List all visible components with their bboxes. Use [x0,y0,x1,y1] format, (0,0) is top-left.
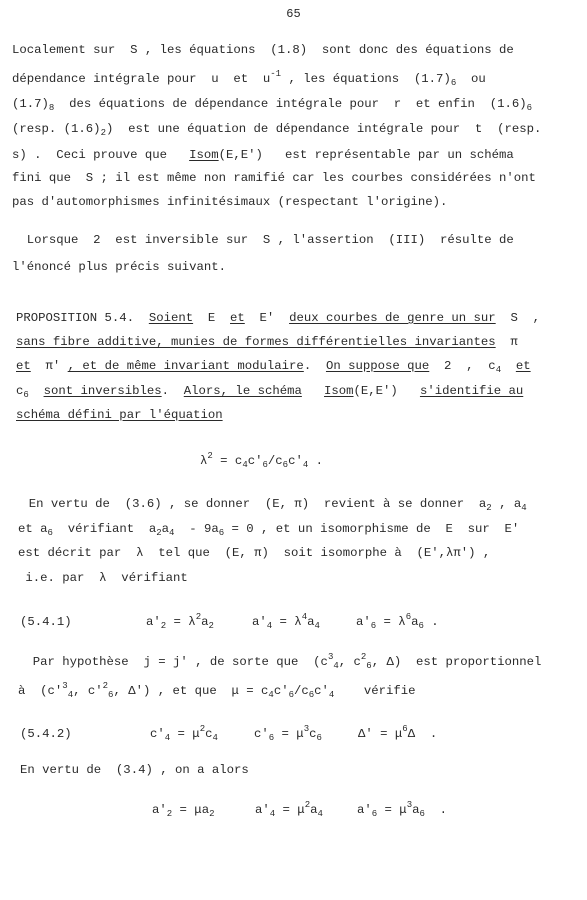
eq-5-4-1-term2: $a'_4 = \lambda^4a_4$ [252,612,320,631]
p1-line2: dépendance intégrale pour u et $u^{-1}$ , les équations $(1.7)_6$ ou [12,69,486,88]
p1-line6: fini que S ; il est même non ramifié car les courbes considérées n'ont [12,171,536,185]
p2-line2: l'énoncé plus précis suivant. [12,260,227,274]
p1-line3: $(1.7)_8$ des équations de dépendance intégrale pour r et enfin $(1.6)_6$ [12,97,532,113]
p4-line2: à ($c'^3_4$, $c'^2_6$, Δ') , et que $\mu = c_4c'_6/c_6c'_4$ vérifie [18,681,416,700]
p1-line7: pas d'automorphismes infinitésimaux (respectant l'origine). [12,195,448,209]
p1-line1: Localement sur S , les équations (1.8) sont donc des équations de [12,43,514,57]
p3-line3: est décrit par λ tel que (E, π) soit isomorphe à (E',λπ') , [18,546,491,560]
p2-line1: Lorsque 2 est inversible sur S , l'assertion (III) résulte de [12,233,514,247]
p3-line2: et $a_6$ vérifiant $a_2a_4 - 9a_6 = 0$ , et un isomorphisme de E sur E' [18,522,520,538]
page-number: 65 [286,7,301,21]
p1-line5: s) . Ceci prouve que Isom(E,E') est représentable par un schéma [12,148,514,162]
eq-label-5-4-1: (5.4.1) [20,615,72,629]
p3-line4: i.e. par λ vérifiant [18,571,188,585]
equation-lambda: $\lambda^2 = c_4c'_6/c_6c'_4$ . [200,451,324,470]
p4-line1: Par hypothèse j = j' , de sorte que ($c^3_4$, $c^2_6$, Δ) est proportionnel [18,652,542,671]
prop-line4: $c_6$ sont inversibles. Alors, le schéma Isom(E,E') s'identifie au [16,384,524,400]
eq-5-4-2-term2: $c'_6 = \mu^3c_6$ [254,724,322,743]
eq-final-term2: $a'_4 = \mu^2a_4$ [255,800,323,819]
p1-line4: (resp. $(1.6)_2$) est une équation de dépendance intégrale pour t (resp. [12,122,542,138]
eq-label-5-4-2: (5.4.2) [20,727,72,741]
eq-5-4-1-term1: $a'_2 = \lambda^2a_2$ [146,612,214,631]
prop-line5: schéma défini par l'équation [16,408,223,422]
eq-5-4-1-term3: $a'_6 = \lambda^6a_6$ . [356,612,439,631]
p3-line1: En vertu de (3.6) , se donner (E, π) revient à se donner $a_2$ , $a_4$ [14,497,527,513]
eq-5-4-2-term3: $\Delta' = \mu^6\Delta$ . [358,724,438,741]
eq-5-4-2-term1: $c'_4 = \mu^2c_4$ [150,724,218,743]
prop-line2: sans fibre additive, munies de formes différentielles invariantes π [16,335,518,349]
eq-final-term3: $a'_6 = \mu^3a_6$ . [357,800,448,819]
prop-line1: PROPOSITION 5.4. Soient E et E' deux courbes de genre un sur S , [16,311,540,325]
eq-final-term1: $a'_2 = \mu a_2$ [152,803,215,819]
p5-line1: En vertu de (3.4) , on a alors [20,763,249,777]
prop-line3: et π' , et de même invariant modulaire. On suppose que 2 , $c_4$ et [16,359,531,375]
